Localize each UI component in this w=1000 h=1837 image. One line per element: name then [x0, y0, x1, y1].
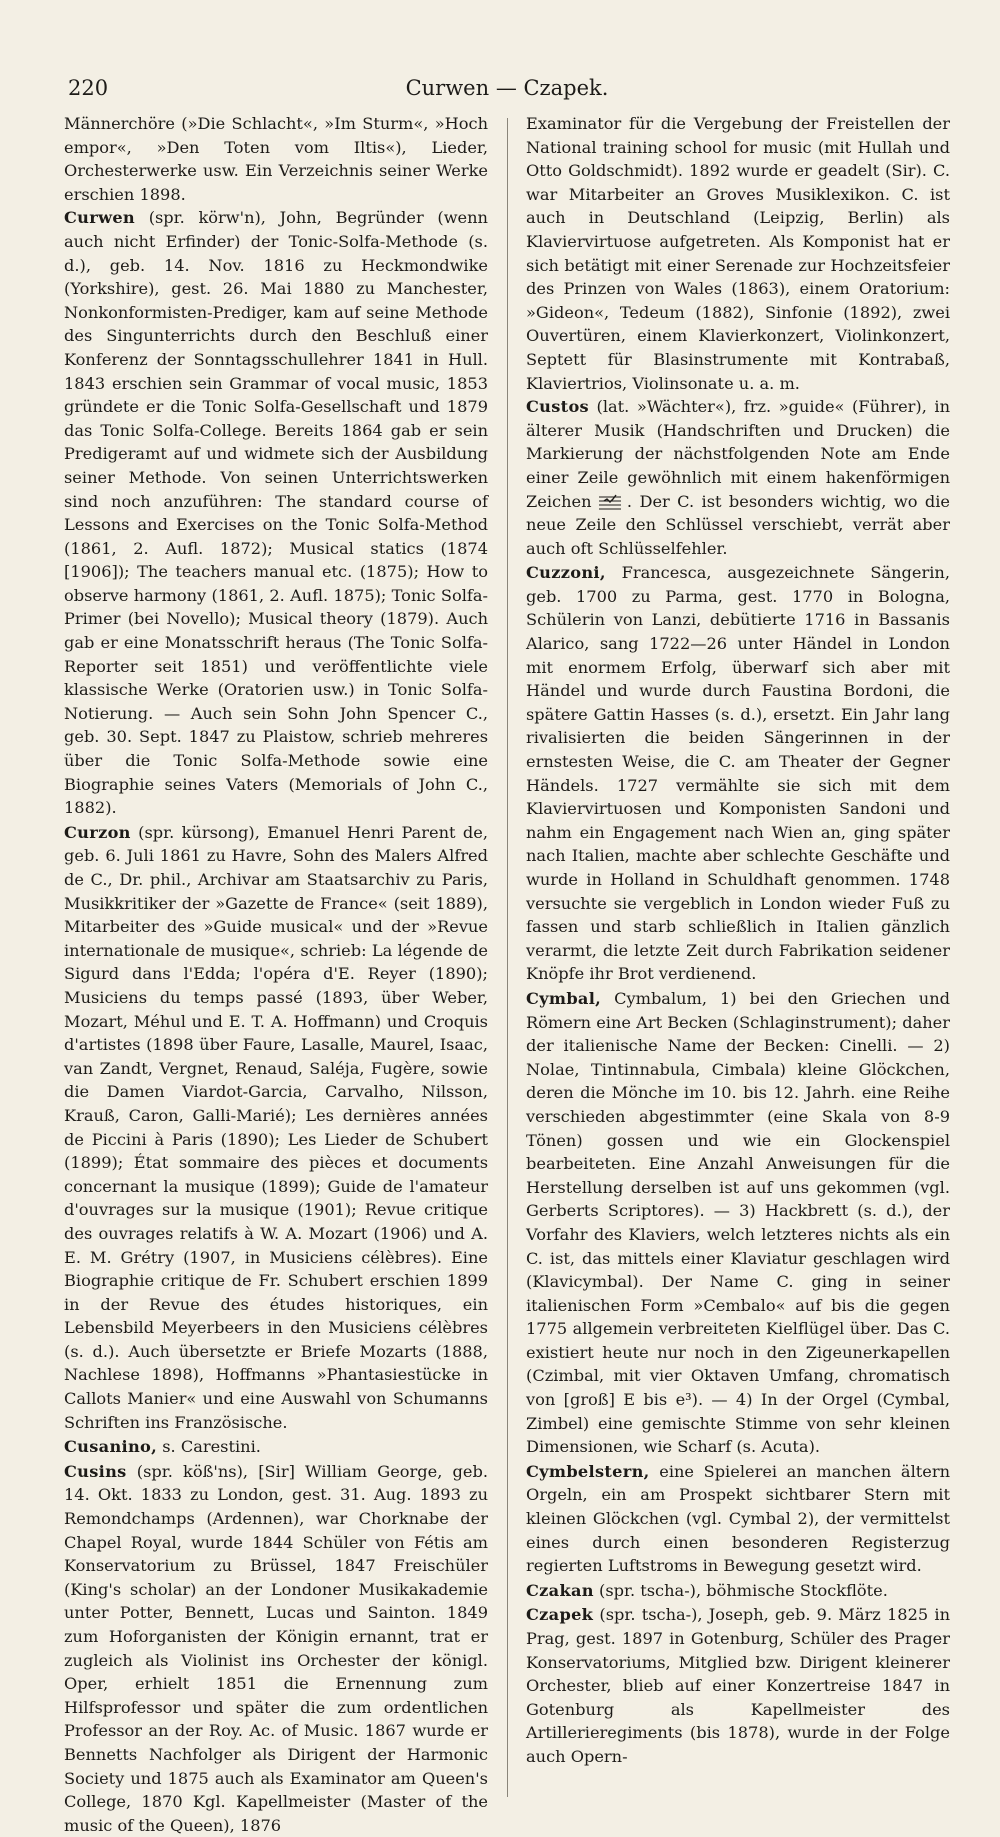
entry-czapek	[526, 1603, 950, 1768]
headword: Cymbelstern,	[526, 1461, 650, 1481]
entry-curwen	[64, 206, 488, 819]
entry-text: (spr. tscha-), böhmische Stockflöte.	[599, 1580, 888, 1600]
headword: Custos	[526, 397, 589, 417]
entry-cusins	[64, 1460, 488, 1837]
page-number: 220	[68, 76, 109, 100]
entry-cuzzoni	[526, 561, 950, 986]
headword: Cuzzoni,	[526, 563, 606, 583]
two-column-body	[64, 112, 950, 1837]
entry-czakan	[526, 1579, 950, 1603]
entry-text: eine Spielerei an manchen ältern Orgeln, ein am Prospekt sichtbarer Stern mit kleinen Glöckchen (vgl. Cymbal 2), der vermittelst eines durch einen besonderen Registerzug regierten Luftstroms in Bewegung gesetzt wird.	[526, 1461, 950, 1576]
headword: Czapek	[526, 1605, 594, 1625]
entry-text: (spr. tscha-), Joseph, geb. 9. März 1825 in Prag, gest. 1897 in Gotenburg, Schüler des Prager Konservatoriums, Mitglied bzw. Dirigent kleinerer Orchester, blieb auf einer Konzertreise 1847 in Gotenburg als Kapellmeister des Artillerieregiments (bis 1878), wurde in der Folge auch Opern-	[526, 1605, 950, 1766]
entry-text: Cymbalum, 1) bei den Griechen und Römern eine Art Becken (Schlaginstrument); daher der italienische Name der Becken: Cinelli. — 2) Nolae, Tintinnabula, Cimbala) kleine Glöckchen, deren die Mönche im 10. bis 12. Jahrh. eine Reihe verschieden abgestimmter (eine Skala von 8-9 Tönen) gossen und wie ein Glockenspiel bearbeiteten. Eine Anzahl Anweisungen für die Herstellung derselben ist auf uns gekommen (vgl. Gerberts Scriptores). — 3) Hackbrett (s. d.), der Vorfahr des Klaviers, welch letzteres nichts als ein C. ist, das mittels einer Klaviatur geschlagen wird (Klavicymbal). Der Name C. ging in seiner italienischen Form »Cembalo« auf bis die gegen 1775 allgemein verbreiteten Kielflügel über. Das C. existiert heute nur noch in den Zigeunerkapellen (Czimbal, mit vier Oktaven Umfang, chromatisch von [groß] E bis e³). — 4) In der Orgel (Cymbal, Zimbel) eine gemischte Stimme von sehr kleinen Dimensionen, wie Scharf (s. Acuta).	[526, 988, 950, 1457]
entry-text: (spr. körw'n), John, Begründer (wenn auch nicht Erfinder) der Tonic-Solfa-Methode (s. d.), geb. 14. Nov. 1816 zu Heckmondwike (Yorkshire), gest. 26. Mai 1880 zu Manchester, Nonkonformisten-Prediger, kam auf seine Methode des Singunterrichts durch den Beschluß einer Konferenz der Sonntagsschullehrer 1841 in Hull. 1843 erschien sein Grammar of vocal music, 1853 gründete er die Tonic Solfa-Gesellschaft und 1879 das Tonic Solfa-College. Bereits 1864 gab er sein Predigeramt auf und widmete sich der Ausbildung seiner Methode. Von seinen Unterrichtswerken sind noch anzuführen: The standard course of Lessons and Exercises on the Tonic Solfa-Method (1861, 2. Aufl. 1872); Musical statics (1874 [1906]); The teachers manual etc. (1875); How to observe harmony (1861, 2. Aufl. 1875); Tonic Solfa-Primer (bei Novello); Musical theory (1879). Auch gab er eine Monatsschrift heraus (The Tonic Solfa-Reporter seit 1851) und veröffentlichte viele klassische Werke (Oratorien usw.) in Tonic Solfa-Notierung. — Auch sein Sohn John Spencer C., geb. 30. Sept. 1847 zu Plaistow, schrieb mehreres über die Tonic Solfa-Methode sowie eine Biographie seines Vaters (Memorials of John C., 1882).	[64, 208, 488, 818]
headword: Cymbal,	[526, 988, 602, 1008]
column-divider	[507, 118, 508, 1797]
continued-text: Männerchöre (»Die Schlacht«, »Im Sturm«, »Hoch empor«, »Den Toten vom Iltis«), Lieder, Orchesterwerke usw. Ein Verzeichnis seiner Werke erschien 1898.	[64, 114, 488, 204]
headword: Curwen	[64, 208, 135, 228]
left-column	[64, 112, 488, 1837]
entry-text: s. Carestini.	[162, 1437, 261, 1457]
headword: Curzon	[64, 822, 131, 842]
entry-text: Francesca, ausgezeichnete Sängerin, geb. 1700 zu Parma, gest. 1770 in Bologna, Schülerin von Lanzi, debütierte 1716 in Bassanis Alarico, sang 1722—26 unter Händel in London mit enormem Erfolg, überwarf sich aber mit Händel und wurde durch Faustina Bordoni, die spätere Gattin Hasses (s. d.), ersetzt. Ein Jahr lang rivalisierten die beiden Sängerinnen in der ernstesten Weise, die C. am Theater der Gegner Händels. 1727 vermählte sie sich mit dem Klaviervirtuosen und Komponisten Sandoni und nahm ein Engagement nach Wien an, ging später nach Italien, machte aber schlechte Geschäfte und wurde in Holland in Schuldhaft genommen. 1748 versuchte sie vergeblich in London wieder Fuß zu fassen und starb schließlich in Italien gänzlich verarmt, die letzte Zeit durch Fabrikation seidener Knöpfe ihr Brot verdienend.	[526, 563, 950, 984]
entry-cusanino	[64, 1435, 488, 1459]
custos-sign-icon	[599, 494, 621, 510]
entry-text-continued: . Der C. ist besonders wichtig, wo die neue Zeile den Schlüssel verschiebt, verrät aber auch oft Schlüsselfehler.	[526, 491, 950, 558]
entry-text: (lat. »Wächter«), frz. »guide« (Führer), in älterer Musik (Handschriften und Drucken) die Markierung der nächstfolgenden Note am Ende einer Zeile gewöhnlich mit einem hakenförmigen Zeichen	[526, 397, 950, 511]
headword: Cusanino,	[64, 1437, 158, 1457]
entry-text: (spr. köß'ns), [Sir] William George, geb. 14. Okt. 1833 zu London, gest. 31. Aug. 1893 zu Remondchamps (Ardennen), war Chorknabe der Chapel Royal, wurde 1844 Schüler von Fétis am Konservatorium zu Brüssel, 1847 Freischüler (King's scholar) an der Londoner Musikakademie unter Potter, Bennett, Lucas und Sainton. 1849 zum Hoforganisten der Königin ernannt, trat er zugleich als Violinist ins Orchester der königl. Oper, erhielt 1851 die Ernennung zum Hilfsprofessor und später die zum ordentlichen Professor an der Roy. Ac. of Music. 1867 wurde er Bennetts Nachfolger als Dirigent der Harmonic Society und 1875 auch als Examinator am Queen's College, 1870 Kgl. Kapellmeister (Master of the music of the Queen), 1876	[64, 1461, 488, 1835]
continued-text: Examinator für die Vergebung der Freistellen der National training school for music (mit Hullah und Otto Goldschmidt). 1892 wurde er geadelt (Sir). C. war Mitarbeiter an Groves Musiklexikon. C. ist auch in Deutschland (Leipzig, Berlin) als Klaviervirtuose aufgetreten. Als Komponist hat er sich betätigt mit einer Serenade zur Hochzeitsfeier des Prinzen von Wales (1863), einem Oratorium: »Gideon«, Tedeum (1882), Sinfonie (1892), zwei Ouvertüren, einem Klavierkonzert, Violinkonzert, Septett für Blasinstrumente mit Kontrabaß, Klaviertrios, Violinsonate u. a. m.	[526, 114, 950, 393]
headword: Czakan	[526, 1580, 594, 1600]
entry-custos	[526, 395, 950, 560]
running-head	[64, 68, 950, 108]
entry-cymbelstern	[526, 1460, 950, 1578]
entry-curzon	[64, 821, 488, 1434]
right-column	[526, 112, 950, 1837]
running-title: Curwen — Czapek.	[405, 76, 609, 100]
entry-cymbal	[526, 987, 950, 1459]
headword: Cusins	[64, 1461, 127, 1481]
entry-text: (spr. kürsong), Emanuel Henri Parent de, geb. 6. Juli 1861 zu Havre, Sohn des Malers Alfred de C., Dr. phil., Archivar am Staatsarchiv zu Paris, Musikkritiker der »Gazette de France« (seit 1889), Mitarbeiter des »Guide musical« und der »Revue internationale de musique«, schrieb: La légende de Sigurd dans l'Edda; l'opéra d'E. Reyer (1890); Musiciens du temps passé (1893, über Weber, Mozart, Méhul und E. T. A. Hoffmann) und Croquis d'artistes (1898 über Faure, Lasalle, Maurel, Isaac, van Zandt, Vergnet, Renaud, Saléja, Fugère, sowie die Damen Viardot-Garcia, Carvalho, Nilsson, Krauß, Caron, Galli-Marié); Les dernières années de Piccini à Paris (1890); Les Lieder de Schubert (1899); État sommaire des pièces et documents concernant la musique (1899); Guide de l'amateur d'ouvrages sur la musique (1901); Revue critique des ouvrages relatifs à W. A. Mozart (1906) und A. E. M. Grétry (1907, in Musiciens célèbres). Eine Biographie critique de Fr. Schubert erschien 1899 in der Revue des études historiques, ein Lebensbild Meyerbeers in den Musiciens célèbres (s. d.). Auch übersetzte er Briefe Mozarts (1888, Nachlese 1898), Hoffmanns »Phantasiestücke in Callots Manier« und eine Auswahl von Schumanns Schriften ins Französische.	[64, 822, 489, 1432]
